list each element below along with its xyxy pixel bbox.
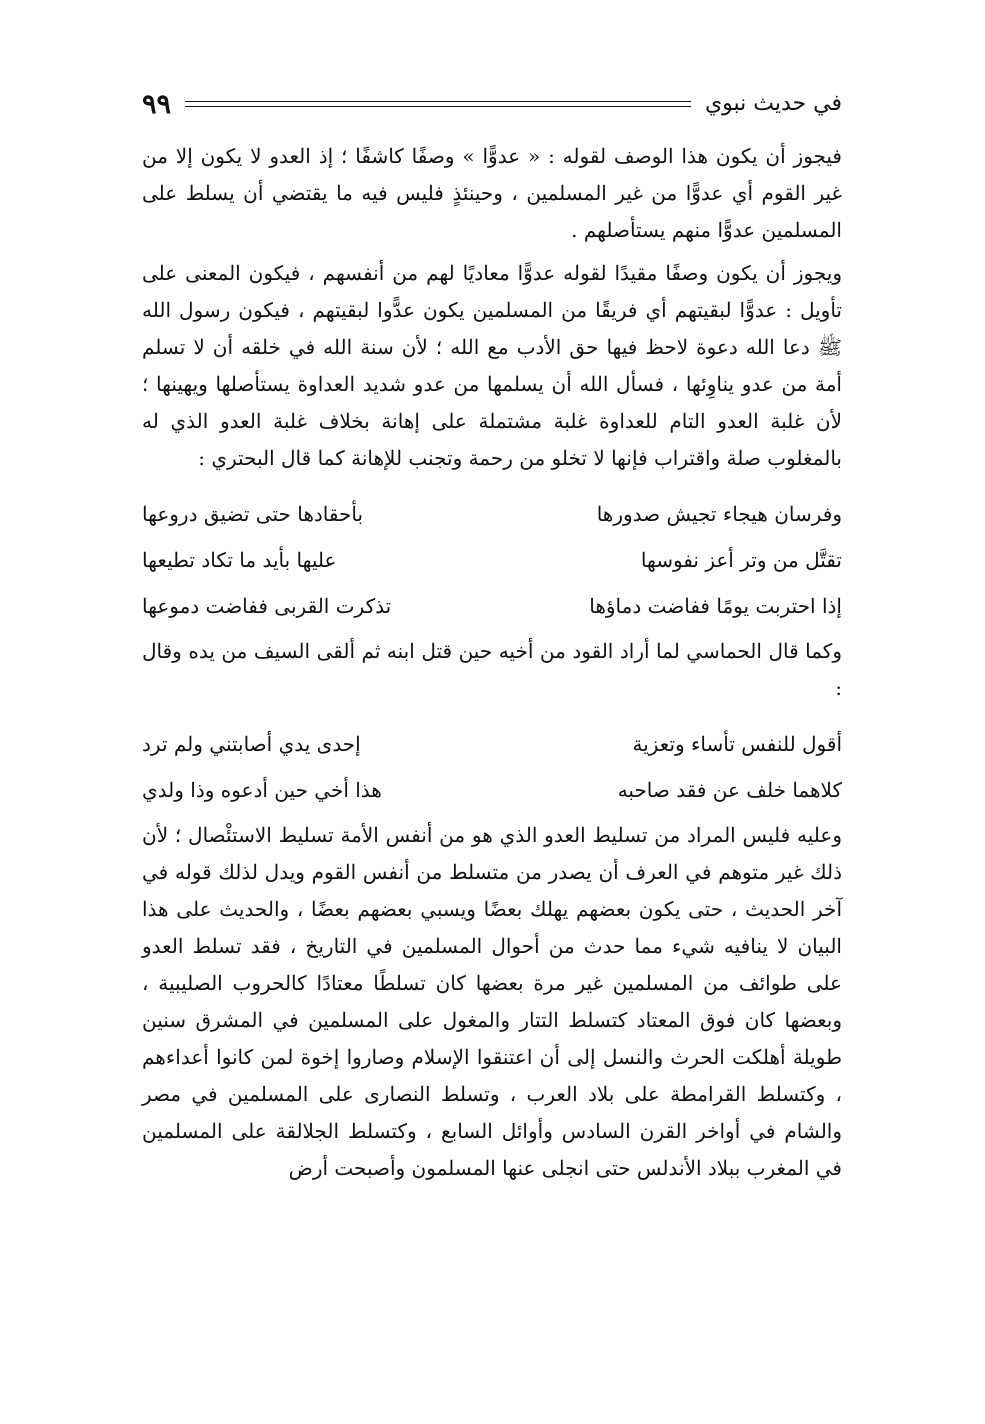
verse-second-half: إحدى يدي أصابتني ولم ترد [142, 732, 361, 756]
verse-second-half: هذا أخي حين أدعوه وذا ولدي [142, 778, 382, 802]
poem-hamasi [142, 721, 842, 813]
verse [142, 767, 842, 813]
verse-first-half: أقول للنفس تأساء وتعزية [632, 732, 842, 756]
page-header [142, 84, 842, 124]
verse-first-half: كلاهما خلف عن فقد صاحبه [617, 778, 842, 802]
paragraph: وعليه فليس المراد من تسليط العدو الذي هو من أنفس الأمة تسليط الاستئْصال ؛ لأن ذلك غير متوهم في العرف أن يصدر من متسلط من أنفس القوم ويدل لذلك قوله في آخر الحديث ، حتى يكون بعضهم يهلك بعضًا ويسبي بعضهم بعضًا ، والحديث على هذا البيان لا ينافيه شيء مما حدث من أحوال المسلمين في التاريخ ، فقد تسلط العدو على طوائف من المسلمين غير مرة بعضها كان تسلطًا معتادًا كالحروب الصليبية ، وبعضها كان فوق المعتاد كتسلط التتار والمغول على المسلمين في المشرق سنين طويلة أهلكت الحرث والنسل إلى أن اعتنقوا الإسلام وصاروا إخوة لمن كانوا أعداءهم ، وكتسلط القرامطة على بلاد العرب ، وتسلط النصارى على المسلمين في مصر والشام في أواخر القرن السادس وأوائل السابع ، وكتسلط الجلالقة على المسلمين في المغرب ببلاد الأندلس حتى انجلى عنها المسلمون وأصبحت أرض [142, 823, 842, 1180]
verse-first-half: وفرسان هيجاء تجيش صدورها [596, 502, 842, 526]
verse [142, 583, 842, 629]
poem-buhturi [142, 491, 842, 629]
verse [142, 491, 842, 537]
paragraph: ويجوز أن يكون وصفًا مقيدًا لقوله عدوًّا معاديًا لهم من أنفسهم ، فيكون المعنى على تأويل : عدوًّا لبقيتهم أي فريقًا من المسلمين يكون عدًّوا لبقيتهم ، فيكون رسول الله ﷺ دعا الله دعوة لاحظ فيها حق الأدب مع الله ؛ لأن سنة الله في خلقه أن لا تسلم أمة من عدو يناوِئها ، فسأل الله أن يسلمها من عدو شديد العداوة يستأصلها ويهينها ؛ لأن غلبة العدو التام للعداوة غلبة مشتملة على إهانة بخلاف غلبة العدو الذي له بالمغلوب صلة واقتراب فإنها لا تخلو من رحمة وتجنب للإهانة كما قال البحتري : [142, 261, 842, 470]
paragraph: فيجوز أن يكون هذا الوصف لقوله : « عدوًّا » وصفًا كاشفًا ؛ إذ العدو لا يكون إلا من غير القوم أي عدوًّا من غير المسلمين ، وحينئذٍ فليس فيه ما يقتضي أن يسلط على المسلمين عدوًّا منهم يستأصلهم . [142, 144, 842, 242]
running-title: في حديث نبوي [704, 91, 842, 116]
header-rule [185, 101, 691, 107]
verse-second-half: تذكرت القربى ففاضت دموعها [142, 594, 392, 618]
verse-second-half: عليها بأيد ما تكاد تطيعها [142, 548, 337, 572]
verse [142, 721, 842, 767]
paragraph: وكما قال الحماسي لما أراد القود من أخيه حين قتل ابنه ثم ألقى السيف من يده وقال : [142, 639, 842, 700]
page-number: ٩٩ [142, 88, 172, 120]
verse-second-half: بأحقادها حتى تضيق دروعها [142, 502, 364, 526]
verse-first-half: تقتَّل من وتر أعز نفوسها [640, 548, 842, 572]
page-body [142, 138, 842, 1187]
verse-first-half: إذا احتربت يومًا ففاضت دماؤها [589, 594, 842, 618]
verse [142, 537, 842, 583]
